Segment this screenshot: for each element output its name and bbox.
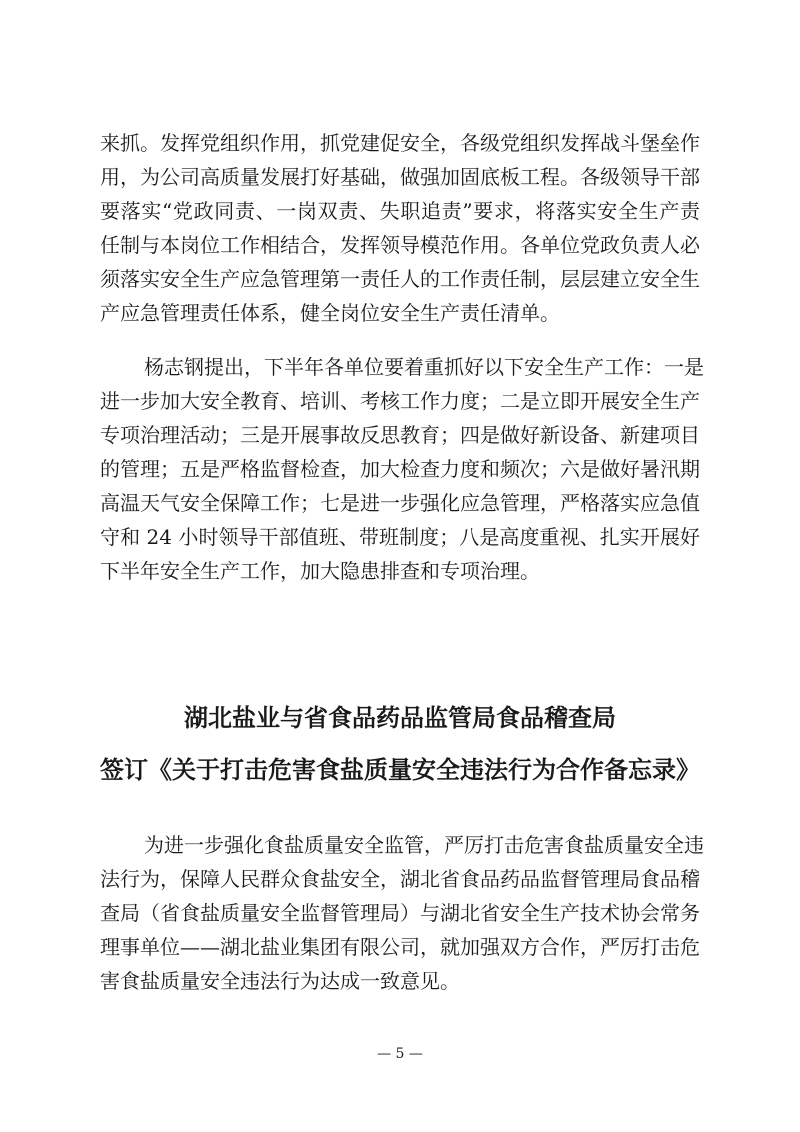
paragraph-1-line: 来抓。发挥党组织作用，抓党建促安全，各级党组织发挥战斗堡垒作	[100, 131, 700, 155]
article-title-line-2: 签订《关于打击危害食盐质量安全违法行为合作备忘录》	[100, 755, 700, 784]
paragraph-2-line: 高温天气安全保障工作；七是进一步强化应急管理，严格落实应急值	[100, 491, 700, 515]
article-title-line-1: 湖北盐业与省食品药品监管局食品稽查局	[184, 703, 616, 732]
paragraph-1-line: 任制与本岗位工作相结合，发挥领导模范作用。各单位党政负责人必	[100, 233, 700, 257]
paragraph-3-line: 害食盐质量安全违法行为达成一致意见。	[100, 969, 460, 993]
paragraph-3-line: 查局（省食盐质量安全监督管理局）与湖北省安全生产技术协会常务	[100, 901, 700, 925]
paragraph-2-line: 杨志钢提出，下半年各单位要着重抓好以下安全生产工作：一是	[144, 355, 704, 379]
paragraph-3-line: 理事单位——湖北盐业集团有限公司，就加强双方合作，严厉打击危	[100, 935, 700, 959]
paragraph-1-line: 要落实“党政同责、一岗双责、失职追责”要求，将落实安全生产责	[100, 199, 700, 223]
page-number: — 5 —	[377, 1046, 423, 1062]
paragraph-2-line: 的管理；五是严格监督检查，加大检查力度和频次；六是做好暑汛期	[100, 457, 700, 481]
paragraph-2-line: 进一步加大安全教育、培训、考核工作力度；二是立即开展安全生产	[100, 389, 700, 413]
paragraph-1-line: 用，为公司高质量发展打好基础，做强加固底板工程。各级领导干部	[100, 165, 700, 189]
paragraph-2-line: 下半年安全生产工作，加大隐患排查和专项治理。	[100, 559, 540, 583]
paragraph-1-line: 产应急管理责任体系，健全岗位安全生产责任清单。	[100, 301, 560, 325]
paragraph-1-line: 须落实安全生产应急管理第一责任人的工作责任制，层层建立安全生	[100, 267, 700, 291]
paragraph-3-line: 法行为，保障人民群众食盐安全，湖北省食品药品监督管理局食品稽	[100, 867, 700, 891]
paragraph-2-line: 专项治理活动；三是开展事故反思教育；四是做好新设备、新建项目	[100, 423, 700, 447]
paragraph-3-line: 为进一步强化食盐质量安全监管，严厉打击危害食盐质量安全违	[144, 833, 704, 857]
paragraph-2-line: 守和 24 小时领导干部值班、带班制度；八是高度重视、扎实开展好	[100, 525, 700, 549]
